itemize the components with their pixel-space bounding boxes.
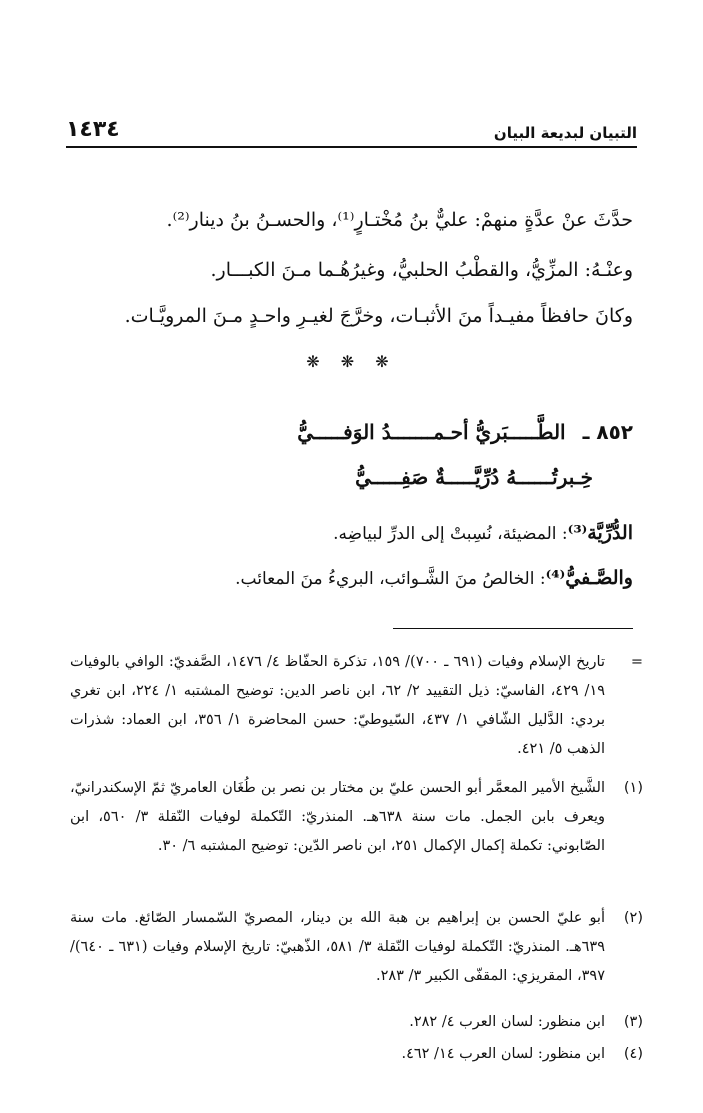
footnote-mark: (٤) <box>623 1046 643 1062</box>
term-safi: والصَّـفيُّ⁽⁴⁾ <box>545 567 633 589</box>
footnote-4 <box>70 1040 641 1069</box>
footnote-3 <box>70 1008 641 1037</box>
footnote-mark: (١) <box>623 780 643 796</box>
poem-line-2: وعنْـهُ: المزِّيُّ، والقطْبُ الحلبيُّ، وغيرُهُـما مـنَ الكبـــار. <box>210 259 633 281</box>
footnote-text: أبو عليّ الحسن بن إبراهيم بن هبة الله بن دينار، المصريّ السّمسار الصّائغ. مات سنة ٦٣٩هـ. المنذريّ: التّكملة لوفيات النّقلة ٣/ ٥٨١، الذّهبيّ: تاريخ الإسلام وفيات (٦٣١ ـ ٦٤٠)/ ٣٩٧، المقريزي: المقفّى الكبير ٣/ ٢٨٣. <box>70 910 606 984</box>
definition-2 <box>70 567 633 589</box>
footnote-text: ابن منظور: لسان العرب ١٤/ ٤٦٢. <box>401 1046 605 1062</box>
definition-1-text: : المضيئة، نُسِبتْ إلى الدرِّ لبياضِه. <box>333 524 568 544</box>
footnote-text: ابن منظور: لسان العرب ٤/ ٢٨٢. <box>409 1014 605 1030</box>
footnote-continued <box>70 648 641 764</box>
footnote-mark: (٣) <box>623 1014 643 1030</box>
footnote-text: الشَّيخ الأمير المعمَّر أبو الحسن عليّ بن مختار بن نصر بن طُغَان العامريّ ثمّ الإسكندرانيّ، ويعرف بابن الجمل. مات سنة ٦٣٨هـ. المنذريّ: التّكملة لوفيات النّقلة ٣/ ٥٦٠، ابن الصّابوني: تكملة إكمال الإكمال ٢٥١، ابن ناصر الدّين: توضيح المشتبه ٦/ ٣٠. <box>70 780 605 854</box>
entry-subheading: خِـبرتُــــــهُ دُرِّيَّـــــةٌ صَفِـــــيُّ <box>355 465 593 489</box>
footnote-rule <box>393 628 633 629</box>
page-number: ١٤٣٤ <box>66 117 120 142</box>
footnote-mark: (٢) <box>623 910 643 926</box>
poem-line-3: وكانَ حافظاً مفيـداً منَ الأثبـات، وخرَّجَ لغيـرِ واحـدٍ مـنَ المرويَّـات. <box>124 305 633 327</box>
poem-line-1: حدَّثَ عنْ عدَّةٍ منهمْ: عليٌّ بنُ مُخْتـارٍ⁽¹⁾، والحسـنُ بنُ دينار⁽²⁾. <box>166 209 633 231</box>
term-durriyya: الدُّرِّيَّة⁽³⁾ <box>567 522 633 544</box>
header-rule <box>66 146 637 148</box>
book-title: التبيان لبديعة البيان <box>493 124 637 142</box>
definition-1 <box>70 522 633 544</box>
running-header <box>66 112 637 142</box>
definition-2-text: : الخالصُ منَ الشَّـوائب، البريءُ منَ المعائب. <box>235 569 546 589</box>
section-separator: ❋ ❋ ❋ <box>306 352 397 371</box>
footnote-mark: = <box>630 654 643 670</box>
footnote-2 <box>70 904 641 991</box>
entry-heading-text: الطَّـــــبَريُّ أحـمـــــــدُ الوَفـــــيُّ <box>297 420 566 444</box>
entry-heading <box>70 420 633 444</box>
entry-number: ٨٥٢ ـ <box>582 420 633 444</box>
footnote-1 <box>70 774 641 861</box>
footnote-text: تاريخ الإسلام وفيات (٦٩١ ـ ٧٠٠)/ ١٥٩، تذكرة الحفّاظ ٤/ ١٤٧٦، الصَّفديّ: الوافي بالوفيات ١٩/ ٤٢٩، الفاسيّ: ذيل التقييد ٢/ ٦٢، ابن ناصر الدين: توضيح المشتبه ١/ ٢٢٤، ابن تغري بردي: الدَّليل الشّافي ١/ ٤٣٧، السّيوطيّ: حسن المحاضرة ١/ ٣٥٦، ابن العماد: شذرات الذهب ٥/ ٤٢١. <box>70 654 606 757</box>
